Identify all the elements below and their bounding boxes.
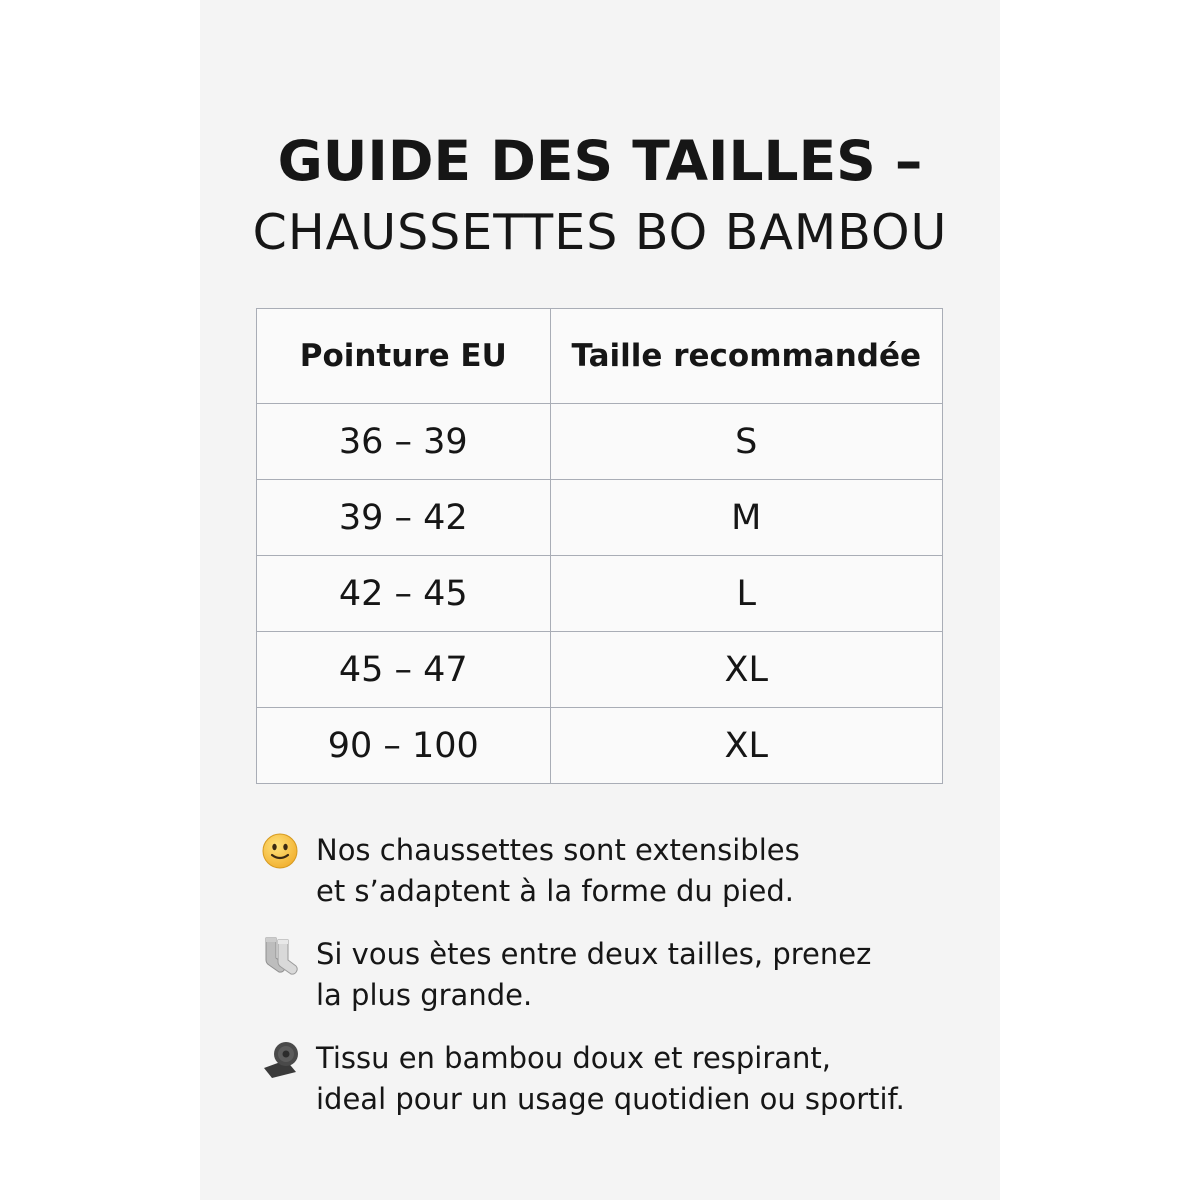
note-text (316, 934, 871, 1016)
socks-icon (260, 934, 304, 978)
note-text (316, 1038, 905, 1120)
note-text (316, 830, 800, 912)
table-row (257, 480, 943, 556)
page-title: GUIDE DES TAILLES – (277, 129, 923, 193)
table-row (257, 404, 943, 480)
size-table (256, 308, 943, 784)
page-subtitle: CHAUSSETTES BO BAMBOU (252, 204, 948, 261)
recommended-size-cell: L (550, 556, 943, 632)
recommended-size-cell: S (550, 404, 943, 480)
note-line: la plus grande. (316, 978, 533, 1012)
table-row (257, 708, 943, 784)
table-row (257, 632, 943, 708)
shoe-size-cell: 42 – 45 (257, 556, 551, 632)
table-row (257, 556, 943, 632)
column-header-shoe-size: Pointure EU (257, 309, 551, 404)
smiley-face-icon (260, 830, 304, 874)
note-line: Si vous ètes entre deux tailles, prenez (316, 937, 872, 971)
note-line: Tissu en bambou doux et respirant, (316, 1041, 832, 1075)
shoe-size-cell: 90 – 100 (257, 708, 551, 784)
recommended-size-cell: XL (550, 708, 943, 784)
column-header-recommended-size: Taille recommandée (550, 309, 943, 404)
shoe-size-cell: 39 – 42 (257, 480, 551, 556)
recommended-size-cell: XL (550, 632, 943, 708)
note-line: Nos chaussettes sont extensibles (316, 833, 800, 867)
recommended-size-cell: M (550, 480, 943, 556)
note-line: ideal pour un usage quotidien ou sportif. (316, 1082, 905, 1116)
shoe-size-cell: 45 – 47 (257, 632, 551, 708)
table-header-row (257, 309, 943, 404)
fabric-roll-icon (260, 1038, 304, 1082)
shoe-size-cell: 36 – 39 (257, 404, 551, 480)
note-line: et s’adaptent à la forme du pied. (316, 874, 794, 908)
